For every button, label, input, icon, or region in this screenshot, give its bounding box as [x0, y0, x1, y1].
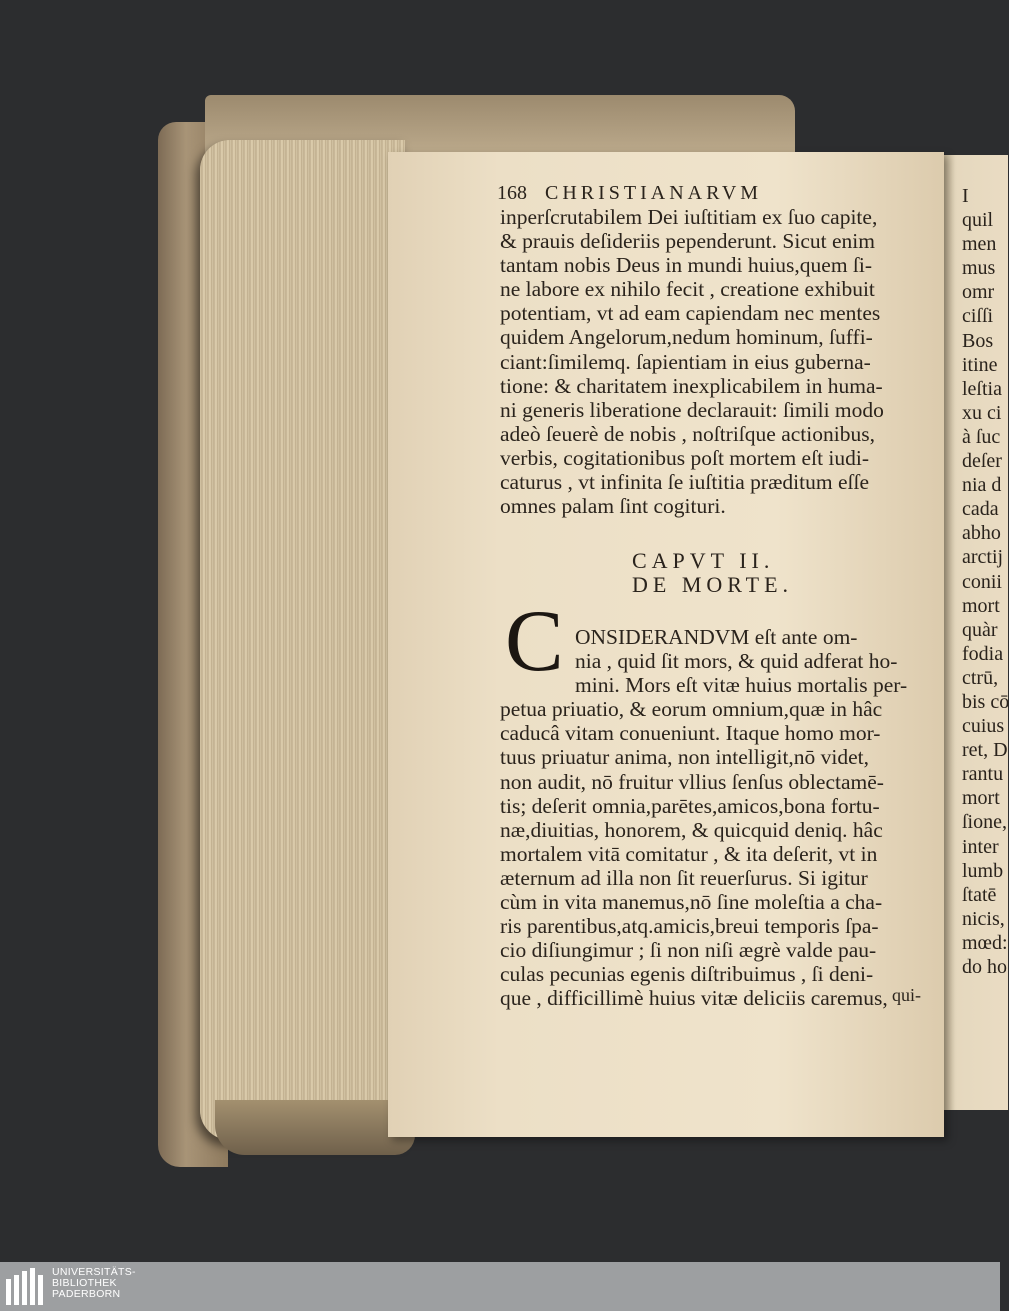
- facing-text-line: lumb: [962, 859, 1004, 882]
- text-line: tione: & charitatem inexplicabilem in huma-: [500, 373, 883, 398]
- paragraph-1: [500, 205, 930, 518]
- facing-text-line: inter: [962, 835, 999, 858]
- facing-text-line: I: [962, 185, 969, 207]
- facing-text-line: ciſſi: [962, 305, 994, 328]
- facing-text-line: conii: [962, 570, 1002, 593]
- text-line: omnes palam ſint cogituri.: [500, 494, 726, 519]
- facing-text-line: bis cō: [962, 690, 1009, 713]
- facing-text-line: mus: [962, 257, 996, 280]
- facing-page-text: [962, 184, 1009, 979]
- library-name-line3: PADERBORN: [52, 1288, 121, 1300]
- text-line: cùm in vita manemus,nō ſine moleſtia a cha-: [500, 890, 883, 915]
- facing-text-line: Bos: [962, 329, 994, 352]
- text-line: verbis, cogitationibus poſt mortem eſt iudi-: [500, 445, 870, 470]
- page-block-edge: [200, 140, 405, 1140]
- book-cover-bottom: [215, 1100, 415, 1155]
- facing-text-line: rantu: [962, 763, 1004, 786]
- facing-text-line: men: [962, 233, 997, 256]
- text-line: non audit, nō fruitur vllius ſenſus oblectamē-: [500, 769, 884, 794]
- facing-text-line: à ſuc: [962, 425, 1001, 448]
- facing-text-line: abho: [962, 522, 1001, 545]
- text-line: que , difficillimè huius vitæ deliciis caremus,: [500, 986, 888, 1011]
- facing-text-line: cada: [962, 498, 999, 521]
- text-line: ne labore ex nihilo fecit , creatione exhibuit: [500, 277, 875, 302]
- facing-text-line: ſtatē: [962, 883, 997, 906]
- facing-text-line: ctrū,: [962, 666, 999, 689]
- facing-text-line: nia d: [962, 474, 1002, 497]
- text-line: mortalem vitā comitatur , & ita deſerit, vt in: [500, 841, 878, 866]
- text-line: tis; deſerit omnia,parētes,amicos,bona fortu-: [500, 793, 880, 818]
- text-line: tuus priuatur anima, non intelligit,nō videt,: [500, 745, 870, 770]
- facing-text-line: nicis,: [962, 907, 1005, 930]
- facing-text-line: quàr: [962, 618, 998, 641]
- text-line: nia , quid ſit mors, & quid adferat ho-: [575, 649, 898, 674]
- text-line: caducâ vitam conueniunt. Itaque homo mor-: [500, 721, 881, 746]
- facing-text-line: mœd:: [962, 931, 1008, 954]
- text-line: æternum ad illa non ſit reuerſurus. Si igitur: [500, 865, 868, 890]
- facing-text-line: arctij: [962, 546, 1004, 569]
- facing-text-line: omr: [962, 281, 995, 304]
- facing-text-line: quil: [962, 209, 994, 232]
- text-line: cio diſiungimur ; ſi non niſi ægrè valde pau-: [500, 938, 877, 963]
- paragraph-2: [500, 625, 930, 1011]
- catchword: qui-: [892, 985, 921, 1005]
- running-header: [497, 182, 927, 205]
- running-head-title: CHRISTIANARVM: [545, 182, 763, 204]
- page-number: 168: [497, 182, 527, 204]
- text-line: potentiam, vt ad eam capiendam nec mentes: [500, 301, 881, 326]
- text-line: ris parentibus,atq.amicis,breui temporis ſpa-: [500, 914, 879, 939]
- chapter-title: DE MORTE.: [632, 572, 794, 597]
- library-name-line2: BIBLIOTHEK: [52, 1277, 117, 1289]
- facing-text-line: fodia: [962, 642, 1004, 665]
- text-line: adeò ſeuerè de nobis , noſtriſque actionibus,: [500, 421, 875, 446]
- facing-text-line: cuius: [962, 715, 1005, 738]
- text-line: & prauis deſideriis pependerunt. Sicut enim: [500, 229, 875, 254]
- chapter-number: CAPVT II.: [632, 548, 775, 573]
- text-line: petua priuatio, & eorum omnium,quæ in hâc: [500, 697, 883, 722]
- facing-text-line: deſer: [962, 450, 1002, 473]
- facing-text-line: ſione,: [962, 811, 1007, 834]
- text-line: mini. Mors eſt vitæ huius mortalis per-: [575, 673, 908, 698]
- text-line: culas pecunias egenis diſtribuimus , ſi deni-: [500, 962, 874, 987]
- facing-text-line: xu ci: [962, 401, 1002, 424]
- facing-text-line: do ho: [962, 956, 1007, 978]
- text-line: quidem Angelorum,nedum hominum, ſuffi-: [500, 325, 873, 350]
- facing-text-line: leſtia: [962, 377, 1002, 400]
- text-line: ciant:ſimilemq. ſapientiam in eius guberna-: [500, 349, 871, 374]
- library-footer: [0, 1262, 1000, 1311]
- drop-cap: C: [505, 593, 564, 690]
- text-line: tantam nobis Deus in mundi huius,quem ſi-: [500, 253, 873, 278]
- facing-text-line: itine: [962, 353, 998, 376]
- text-line: inperſcrutabilem Dei iuſtitiam ex ſuo capite,: [500, 205, 878, 229]
- library-logo-icon: [6, 1268, 46, 1305]
- library-name-line1: UNIVERSITÄTS-: [52, 1266, 136, 1278]
- facing-text-line: mort: [962, 787, 1000, 810]
- text-line: ONSIDERANDVM eſt ante om-: [575, 625, 858, 649]
- text-line: caturus , vt infinita ſe iuſtitia præditum eſſe: [500, 470, 870, 495]
- facing-text-line: ret, D: [962, 739, 1008, 762]
- text-line: ni generis liberatione declarauit: ſimili modo: [500, 397, 884, 422]
- facing-text-line: mort: [962, 594, 1000, 617]
- text-line: næ,diuitias, honorem, & quicquid deniq. hâc: [500, 817, 883, 842]
